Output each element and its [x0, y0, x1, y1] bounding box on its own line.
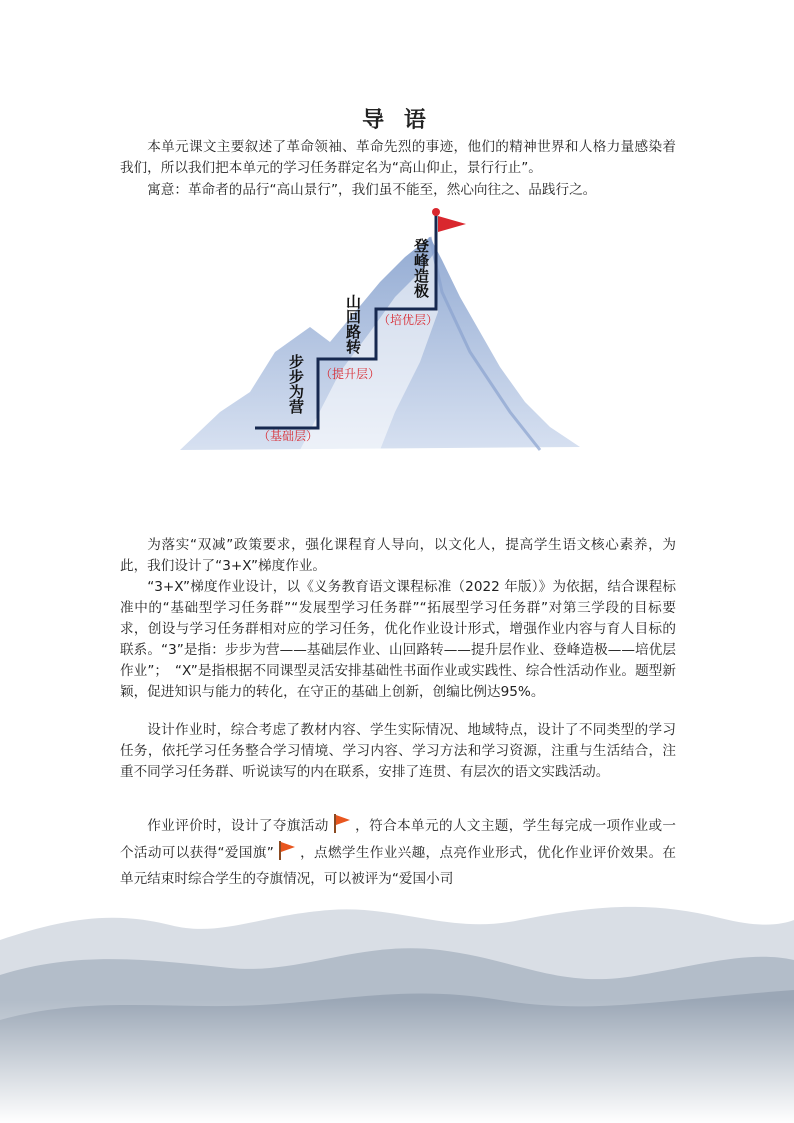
p4-text-a: 作业评价时，设计了夺旗活动	[147, 818, 329, 834]
p4-text-b: ，符合本单元的人文主题，学生每完成一项作业或一个活动可以获得“爱国旗”	[120, 818, 677, 861]
mountain-steps-figure	[180, 202, 580, 452]
step3-layer-label: （培优层）	[378, 313, 439, 327]
step3-title: 登峰造极	[412, 238, 430, 298]
body-paragraph-1: 为落实“双减”政策要求，强化课程育人导向，以文化人，提高学生语文核心素养，为此，我们设计了“3+X”梯度作业。	[120, 537, 676, 574]
step1-layer-label: （基础层）	[258, 429, 319, 443]
summit-flag-icon	[438, 216, 466, 232]
flag-icon	[276, 839, 298, 861]
intro-paragraph-1: 本单元课文主要叙述了革命领袖、革命先烈的事迹，他们的精神世界和人格力量感染着我们，所以我们把本单元的学习任务群定名为“高山仰止，景行行止”。	[120, 139, 676, 176]
ink-mountains-decoration	[0, 880, 794, 1123]
step1-title: 步步为营	[287, 354, 305, 414]
intro-paragraph-2: 寓意：革命者的品行“高山景行”，我们虽不能至，然心向往之、品践行之。	[147, 182, 597, 198]
step2-layer-label: （提升层）	[320, 367, 381, 381]
body-paragraph-2: “3+X”梯度作业设计，以《义务教育语文课程标准（2022 年版）》为依据，结合课程标准中的“基础型学习任务群”“发展型学习任务群”“拓展型学习任务群”对第三学段的目标要求，创设与学习任务群相对应的学习任务，优化作业设计形式，增强作业内容与育人目标的联系。“3”是指：步步为营——基础层作业、山回路转——提升层作业、登峰造极——培优层作业”； “X”是指根据不同课型灵活安排基础性书面作业或实践性、综合性活动作业。题型新颖，促进知识与能力的转化，在守正的基础上创新，创编比例达95%。	[120, 579, 676, 700]
step2-title: 山回路转	[344, 294, 362, 354]
page-title: 导 语	[362, 108, 432, 133]
body-paragraph-3: 设计作业时，综合考虑了教材内容、学生实际情况、地域特点，设计了不同类型的学习任务，依托学习任务整合学习情境、学习内容、学习方法和学习资源，注重与生活结合，注重不同学习任务群、听说读写的内在联系，安排了连贯、有层次的语文实践活动。	[120, 722, 676, 780]
p4-text-c: ，点燃学生作业兴趣，点亮作业形式，优化作业评价效果。在单元结束时综合学生的夺旗情况，可以被评为“爱国小司	[120, 845, 677, 887]
flag-icon	[331, 812, 353, 834]
summit-dot	[432, 208, 440, 216]
